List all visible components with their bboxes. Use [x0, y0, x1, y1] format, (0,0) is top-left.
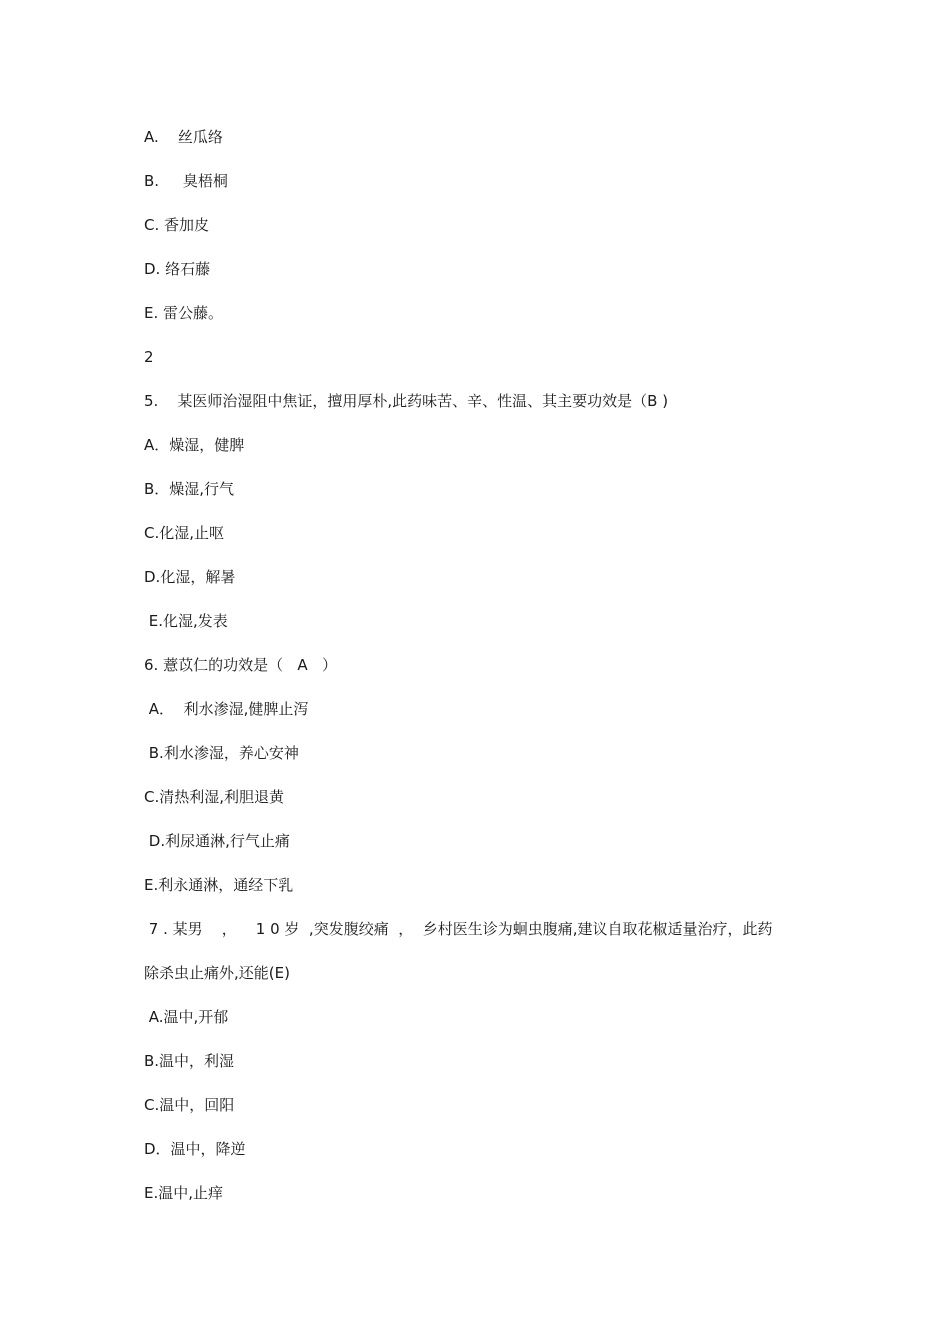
question-7: 7 . 某男 ， 1 0 岁 ,突发腹绞痛 ， 乡村医生诊为蛔虫腹痛,建议自取花椒适量治疗，此药 — [144, 920, 773, 938]
q5-option-e: E.化湿,发表 — [144, 612, 228, 630]
q6-option-c: C.清热利湿,利胆退黄 — [144, 788, 285, 806]
q5-option-c: C.化湿,止呕 — [144, 524, 225, 542]
option-c-line: C. 香加皮 — [144, 216, 210, 234]
option-e-line: E. 雷公藤。 — [144, 304, 224, 322]
q7-option-d: D．温中，降逆 — [144, 1140, 246, 1158]
q7-option-c: C.温中，回阳 — [144, 1096, 235, 1114]
q5-option-b: B．燥湿,行气 — [144, 480, 235, 498]
answer-marker: 2 — [144, 348, 154, 366]
q7-option-a: A.温中,开郁 — [144, 1008, 229, 1026]
question-6: 6. 薏苡仁的功效是（ A ） — [144, 656, 337, 674]
q5-option-a: A．燥湿，健脾 — [144, 436, 245, 454]
option-b-line: B. 臭梧桐 — [144, 172, 228, 190]
question-7-continued: 除杀虫止痛外,还能(E) — [144, 964, 290, 982]
question-5: 5. 某医师治湿阻中焦证，擅用厚朴,此药味苦、辛、性温、其主要功效是（B ) — [144, 392, 669, 410]
q5-option-d: D.化湿，解暑 — [144, 568, 236, 586]
q6-option-e: E.利永通淋，通经下乳 — [144, 876, 294, 894]
option-d-line: D. 络石藤 — [144, 260, 211, 278]
q7-option-b: B.温中，利湿 — [144, 1052, 235, 1070]
q6-option-b: B.利水渗湿，养心安神 — [144, 744, 299, 762]
q6-option-d: D.利尿通淋,行气止痛 — [144, 832, 290, 850]
q7-option-e: E.温中,止痒 — [144, 1184, 224, 1202]
option-a-line: A. 丝瓜络 — [144, 128, 223, 146]
q6-option-a: A． 利水渗湿,健脾止泻 — [144, 700, 309, 718]
